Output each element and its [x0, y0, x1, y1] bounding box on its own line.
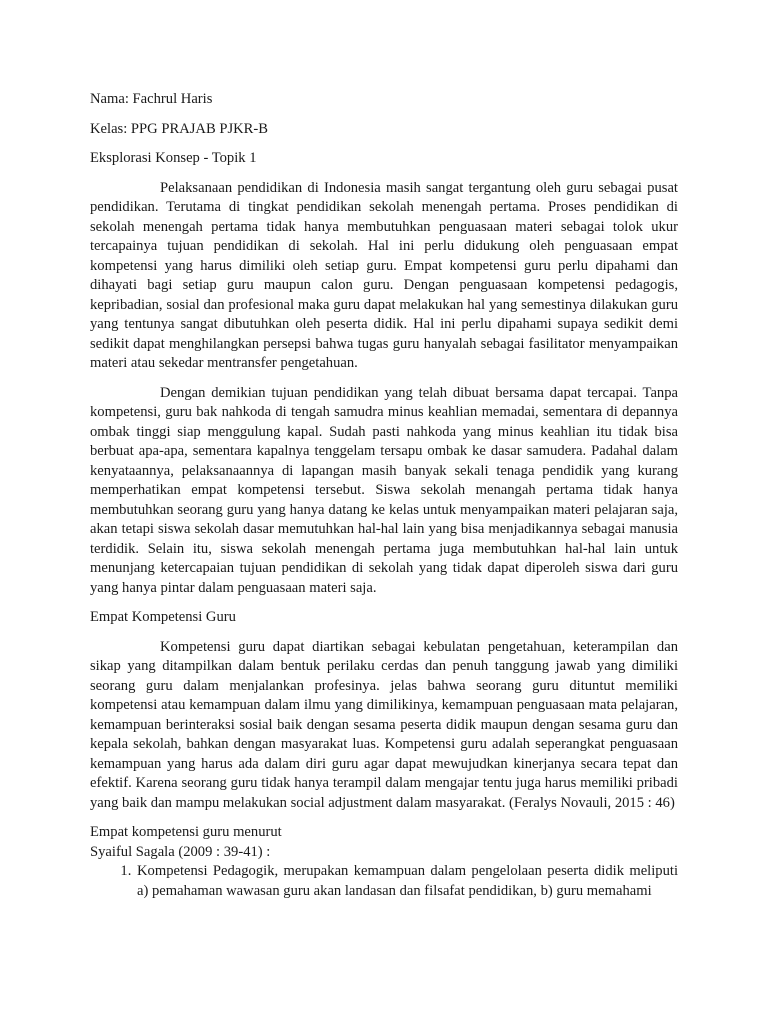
section-paragraph: Kompetensi guru dapat diartikan sebagai kebulatan pengetahuan, keterampilan dan sikap yang ditampilkan dalam bentuk perilaku cerdas dan penuh tanggung jawab yang dimiliki seorang guru dalam menjalankan profesinya. jelas bahwa seorang guru dituntut memiliki kompetensi atau kemampuan dalam ilmu yang dimilikinya, kemampuan penguasaan mata pelajaran, kemampuan berinteraksi sosial baik dengan sesama peserta didik maupun dengan sesama guru dan kepala sekolah, bahkan dengan masyarakat luas. Kompetensi guru adalah seperangkat penguasaan kemampuan yang harus ada dalam diri guru agar dapat mewujudkan kinerjanya secara tepat dan efektif. Karena seorang guru tidak hanya terampil dalam mengajar tentu juga harus memiliki pribadi yang baik dan mampu melakukan social adjustment dalam masyarakat. (Feralys Novauli, 2015 : 46) — [90, 638, 678, 811]
student-name: Nama: Fachrul Haris — [90, 91, 213, 107]
list-heading-line-1: Empat kompetensi guru menurut — [90, 824, 282, 840]
paragraph-1: Pelaksanaan pendidikan di Indonesia masih sangat tergantung oleh guru sebagai pusat pendidikan. Terutama di tingkat pendidikan sekolah menengah pertama. Proses pendidikan di sekolah menengah pertama tidak hanya membutuhkan penguasaan materi sebagai tolok ukur tercapainya tujuan pendidikan di sekolah. Hal ini perlu didukung oleh penguasaan empat kompetensi yang harus dimiliki oleh setiap guru. Empat kompetensi guru perlu dipahami dan dihayati bagi setiap guru maupun calon guru. Dengan penguasaan kompetensi pedagogis, kepribadian, sosial dan profesional maka guru dapat melakukan hal yang semestinya dilakukan guru yang tentunya sangat dibutuhkan oleh peserta didik. Hal ini perlu dipahami supaya sedikit demi sedikit dapat menghilangkan persepsi bahwa tugas guru hanyalah sebagai fasilitator menyampaikan materi atau sekedar mentransfer pengetahuan. — [90, 179, 678, 371]
topic-title: Eksplorasi Konsep - Topik 1 — [90, 150, 257, 166]
list-heading-line-2: Syaiful Sagala (2009 : 39-41) : — [90, 843, 271, 860]
document-page — [90, 90, 678, 901]
competency-list — [90, 862, 678, 901]
list-item: 1. Kompetensi Pedagogik, merupakan kemampuan dalam pengelolaan peserta didik meliputi a) pemahaman wawasan guru akan landasan dan filsafat pendidikan, b) guru memahami — [135, 862, 678, 901]
paragraph-2: Dengan demikian tujuan pendidikan yang telah dibuat bersama dapat tercapai. Tanpa kompetensi, guru bak nahkoda di tengah samudra minus keahlian memadai, sementara di depannya ombak tinggi siap menggulung kapal. Sudah pasti nahkoda yang minus keahlian itu tidak bisa berbuat apa-apa, sementara kapalnya tenggelam tersapu ombak ke dasar samudera. Padahal dalam kenyataannya, pelaksanaannya di lapangan masih banyak sekali tenaga pendidik yang kurang memperhatikan empat kompetensi tersebut. Siswa sekolah menangah pertama tidak hanya membutuhkan seorang guru yang hanya datang ke kelas untuk menyampaikan materi pelajaran saja, akan tetapi siswa sekolah dasar memutuhkan hal-hal lain yang bisa menjadikannya sebagai manusia terdidik. Selain itu, siswa sekolah menengah pertama juga membutuhkan hal-hal lain untuk menunjang ketercapaian tujuan pendidikan di sekolah yang tidak dapat diperoleh siswa dari guru yang hanya pintar dalam penguasaan materi saja. — [90, 384, 678, 596]
student-class: Kelas: PPG PRAJAB PJKR-B — [90, 120, 269, 137]
section-heading: Empat Kompetensi Guru — [90, 609, 236, 625]
